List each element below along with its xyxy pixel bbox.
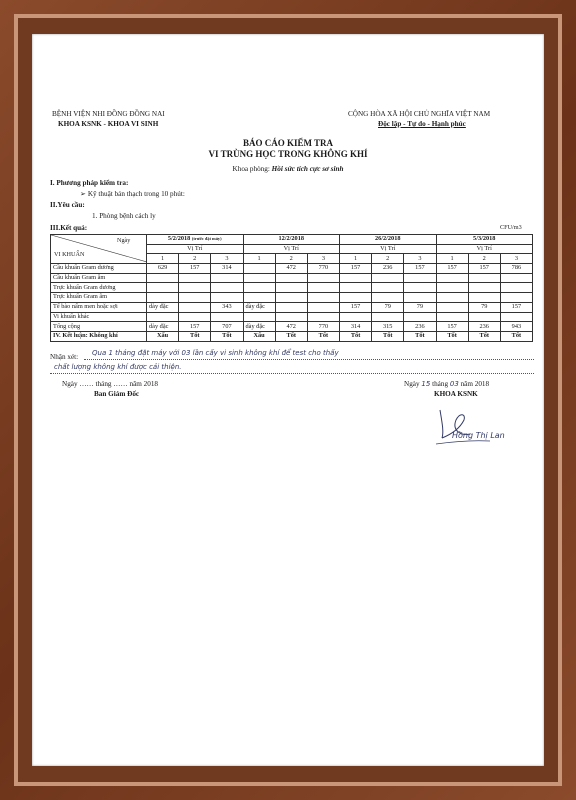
date-header-1 (147, 235, 244, 245)
count-cell (404, 273, 436, 283)
left-date: Ngày …… tháng …… năm 2018 (62, 380, 159, 388)
handwritten-signature (430, 402, 530, 450)
count-cell (404, 293, 436, 303)
department-name: KHOA KSNK - KHOA VI SINH (58, 120, 159, 128)
table-row (51, 293, 533, 303)
count-cell: dày đặc (243, 302, 275, 312)
count-cell (372, 312, 404, 322)
count-cell (211, 273, 243, 283)
department-line (32, 165, 544, 173)
table-row (51, 283, 533, 293)
count-cell: 79 (468, 302, 500, 312)
count-cell: 157 (500, 302, 532, 312)
count-cell: dày đặc (147, 322, 179, 332)
count-cell: 472 (275, 264, 307, 274)
section-requirement-item: 1. Phòng bệnh cách ly (92, 212, 156, 220)
remarks-label: Nhận xét: (50, 353, 79, 361)
count-cell: 79 (372, 302, 404, 312)
count-cell (147, 273, 179, 283)
count-cell (372, 283, 404, 293)
right-date-month: 03 (449, 380, 459, 388)
position-number: 3 (500, 254, 532, 264)
corner-date-label: Ngày (117, 237, 131, 244)
conclusion-cell: Xấu (243, 331, 275, 341)
conclusion-cell: Tốt (372, 331, 404, 341)
section-method-title: I. Phương pháp kiểm tra: (50, 179, 129, 187)
count-cell (211, 283, 243, 293)
count-cell (436, 293, 468, 303)
corner-bacteria-label: VI KHUẨN (54, 251, 85, 258)
count-cell (179, 302, 211, 312)
count-cell (179, 293, 211, 303)
left-signer: Ban Giám Đốc (94, 390, 140, 398)
department-label: Khoa phòng: (232, 165, 270, 173)
date-header-3: 26/2/2018 (340, 235, 437, 245)
position-number: 2 (468, 254, 500, 264)
count-cell (275, 293, 307, 303)
right-date-prefix: Ngày (404, 380, 420, 388)
country-header: CỘNG HÒA XÃ HỘI CHỦ NGHĨA VIỆT NAM (348, 110, 491, 118)
position-number: 1 (340, 254, 372, 264)
count-cell: 157 (340, 302, 372, 312)
count-cell: 236 (372, 264, 404, 274)
count-cell (436, 302, 468, 312)
unit-label: CFU/m3 (500, 224, 522, 231)
conclusion-cell: Tốt (179, 331, 211, 341)
count-cell (275, 283, 307, 293)
count-cell: 236 (468, 322, 500, 332)
count-cell (307, 312, 339, 322)
conclusion-cell: Tốt (340, 331, 372, 341)
date-1: 5/2/2018 (167, 235, 191, 243)
date-1-note: (trước đặt máy) (191, 236, 222, 242)
remarks-handwriting-2: chất lượng không khí được cải thiện. (54, 363, 182, 371)
count-cell (404, 312, 436, 322)
count-cell: 314 (211, 264, 243, 274)
section-result-title: III.Kết quả: (50, 224, 88, 232)
count-cell (179, 283, 211, 293)
count-cell (307, 283, 339, 293)
table-row (51, 273, 533, 283)
conclusion-cell: Tốt (500, 331, 532, 341)
conclusion-cell: Tốt (307, 331, 339, 341)
right-date-month-prefix: tháng (432, 380, 449, 388)
position-number: 3 (211, 254, 243, 264)
position-header: Vị Trí (147, 244, 244, 254)
count-cell (211, 312, 243, 322)
conclusion-row (51, 331, 533, 341)
results-table (50, 234, 533, 342)
count-cell (243, 264, 275, 274)
position-number: 1 (436, 254, 468, 264)
count-cell (307, 302, 339, 312)
count-cell: 79 (404, 302, 436, 312)
bacteria-label: Cầu khuẩn Gram dương (51, 264, 147, 274)
position-header: Vị Trí (340, 244, 437, 254)
position-header: Vị Trí (436, 244, 532, 254)
bacteria-label: Cầu khuẩn Gram âm (51, 273, 147, 283)
count-cell (147, 312, 179, 322)
motto: Độc lập - Tự do - Hạnh phúc (378, 120, 466, 128)
count-cell (179, 273, 211, 283)
count-cell (468, 283, 500, 293)
section-requirement-title: II.Yêu cầu: (50, 201, 85, 209)
count-cell (243, 273, 275, 283)
count-cell (243, 293, 275, 303)
conclusion-cell: Tốt (275, 331, 307, 341)
date-header-4: 5/3/2018 (436, 235, 532, 245)
count-cell (436, 283, 468, 293)
count-cell (243, 312, 275, 322)
bacteria-label: Trực khuẩn Gram dương (51, 283, 147, 293)
count-cell (275, 273, 307, 283)
conclusion-cell: Xấu (147, 331, 179, 341)
count-cell (147, 283, 179, 293)
count-cell: 472 (275, 322, 307, 332)
count-cell: 770 (307, 264, 339, 274)
count-cell: 629 (147, 264, 179, 274)
count-cell (436, 273, 468, 283)
count-cell: 343 (211, 302, 243, 312)
count-cell: dày đặc (243, 322, 275, 332)
count-cell: 236 (404, 322, 436, 332)
bacteria-label: Tổng cộng (51, 322, 147, 332)
hospital-name: BỆNH VIỆN NHI ĐỒNG ĐỒNG NAI (52, 110, 165, 118)
conclusion-cell: Tốt (404, 331, 436, 341)
count-cell (500, 312, 532, 322)
date-header-2: 12/2/2018 (243, 235, 340, 245)
position-number: 3 (307, 254, 339, 264)
count-cell (275, 312, 307, 322)
count-cell: 157 (179, 264, 211, 274)
position-number: 1 (243, 254, 275, 264)
remarks-dotted-line-2 (50, 373, 534, 374)
report-title: BÁO CÁO KIỂM TRA (242, 138, 334, 148)
count-cell: 315 (372, 322, 404, 332)
count-cell (500, 283, 532, 293)
count-cell: 770 (307, 322, 339, 332)
report-subtitle: VI TRÙNG HỌC TRONG KHÔNG KHÍ (208, 149, 368, 159)
bacteria-label: Trực khuẩn Gram âm (51, 293, 147, 303)
count-cell: 157 (179, 322, 211, 332)
position-number: 2 (179, 254, 211, 264)
count-cell (243, 283, 275, 293)
document-page (32, 34, 544, 766)
bacteria-label: Vi khuẩn khác (51, 312, 147, 322)
table-row (51, 322, 533, 332)
count-cell (372, 293, 404, 303)
count-cell: 157 (468, 264, 500, 274)
count-cell (275, 302, 307, 312)
table-row (51, 312, 533, 322)
count-cell (340, 293, 372, 303)
conclusion-cell: Tốt (468, 331, 500, 341)
count-cell (147, 293, 179, 303)
position-number: 2 (372, 254, 404, 264)
position-number: 3 (404, 254, 436, 264)
count-cell (436, 312, 468, 322)
count-cell: 314 (340, 322, 372, 332)
count-cell (340, 273, 372, 283)
position-number: 1 (147, 254, 179, 264)
right-signer: KHOA KSNK (434, 390, 478, 398)
table-row (51, 302, 533, 312)
count-cell (340, 312, 372, 322)
right-date-day: 15 (421, 380, 431, 388)
signature-name: Hồng Thị Lan (452, 431, 505, 440)
right-date-year: năm 2018 (460, 380, 490, 388)
section-method-item: ➢ Kỹ thuật bản thạch trong 10 phút: (80, 190, 185, 198)
count-cell (500, 273, 532, 283)
conclusion-cell: Tốt (211, 331, 243, 341)
count-cell (211, 293, 243, 303)
count-cell (179, 312, 211, 322)
count-cell (468, 293, 500, 303)
count-cell: 157 (436, 264, 468, 274)
count-cell (468, 312, 500, 322)
count-cell: dày đặc (147, 302, 179, 312)
count-cell: 943 (500, 322, 532, 332)
position-number: 2 (275, 254, 307, 264)
count-cell: 707 (211, 322, 243, 332)
bacteria-label: Tế bào nấm men hoặc sợi (51, 302, 147, 312)
conclusion-cell: Tốt (436, 331, 468, 341)
department-value: Hồi sức tích cực sơ sinh (271, 165, 344, 173)
count-cell (307, 293, 339, 303)
count-cell: 786 (500, 264, 532, 274)
conclusion-label: IV. Kết luận: Không khí (51, 331, 147, 341)
position-header: Vị Trí (243, 244, 340, 254)
remarks-handwriting-1: Qua 1 tháng đặt máy với 03 lần cấy vi sinh không khí để test cho thấy (92, 349, 339, 357)
right-date (404, 380, 489, 388)
count-cell (307, 273, 339, 283)
count-cell: 157 (404, 264, 436, 274)
count-cell (500, 293, 532, 303)
count-cell (468, 273, 500, 283)
table-corner-cell (51, 235, 147, 264)
table-row (51, 264, 533, 274)
count-cell (340, 283, 372, 293)
remarks-dotted-line-1 (84, 359, 534, 360)
count-cell (372, 273, 404, 283)
count-cell (404, 283, 436, 293)
count-cell: 157 (340, 264, 372, 274)
count-cell: 157 (436, 322, 468, 332)
